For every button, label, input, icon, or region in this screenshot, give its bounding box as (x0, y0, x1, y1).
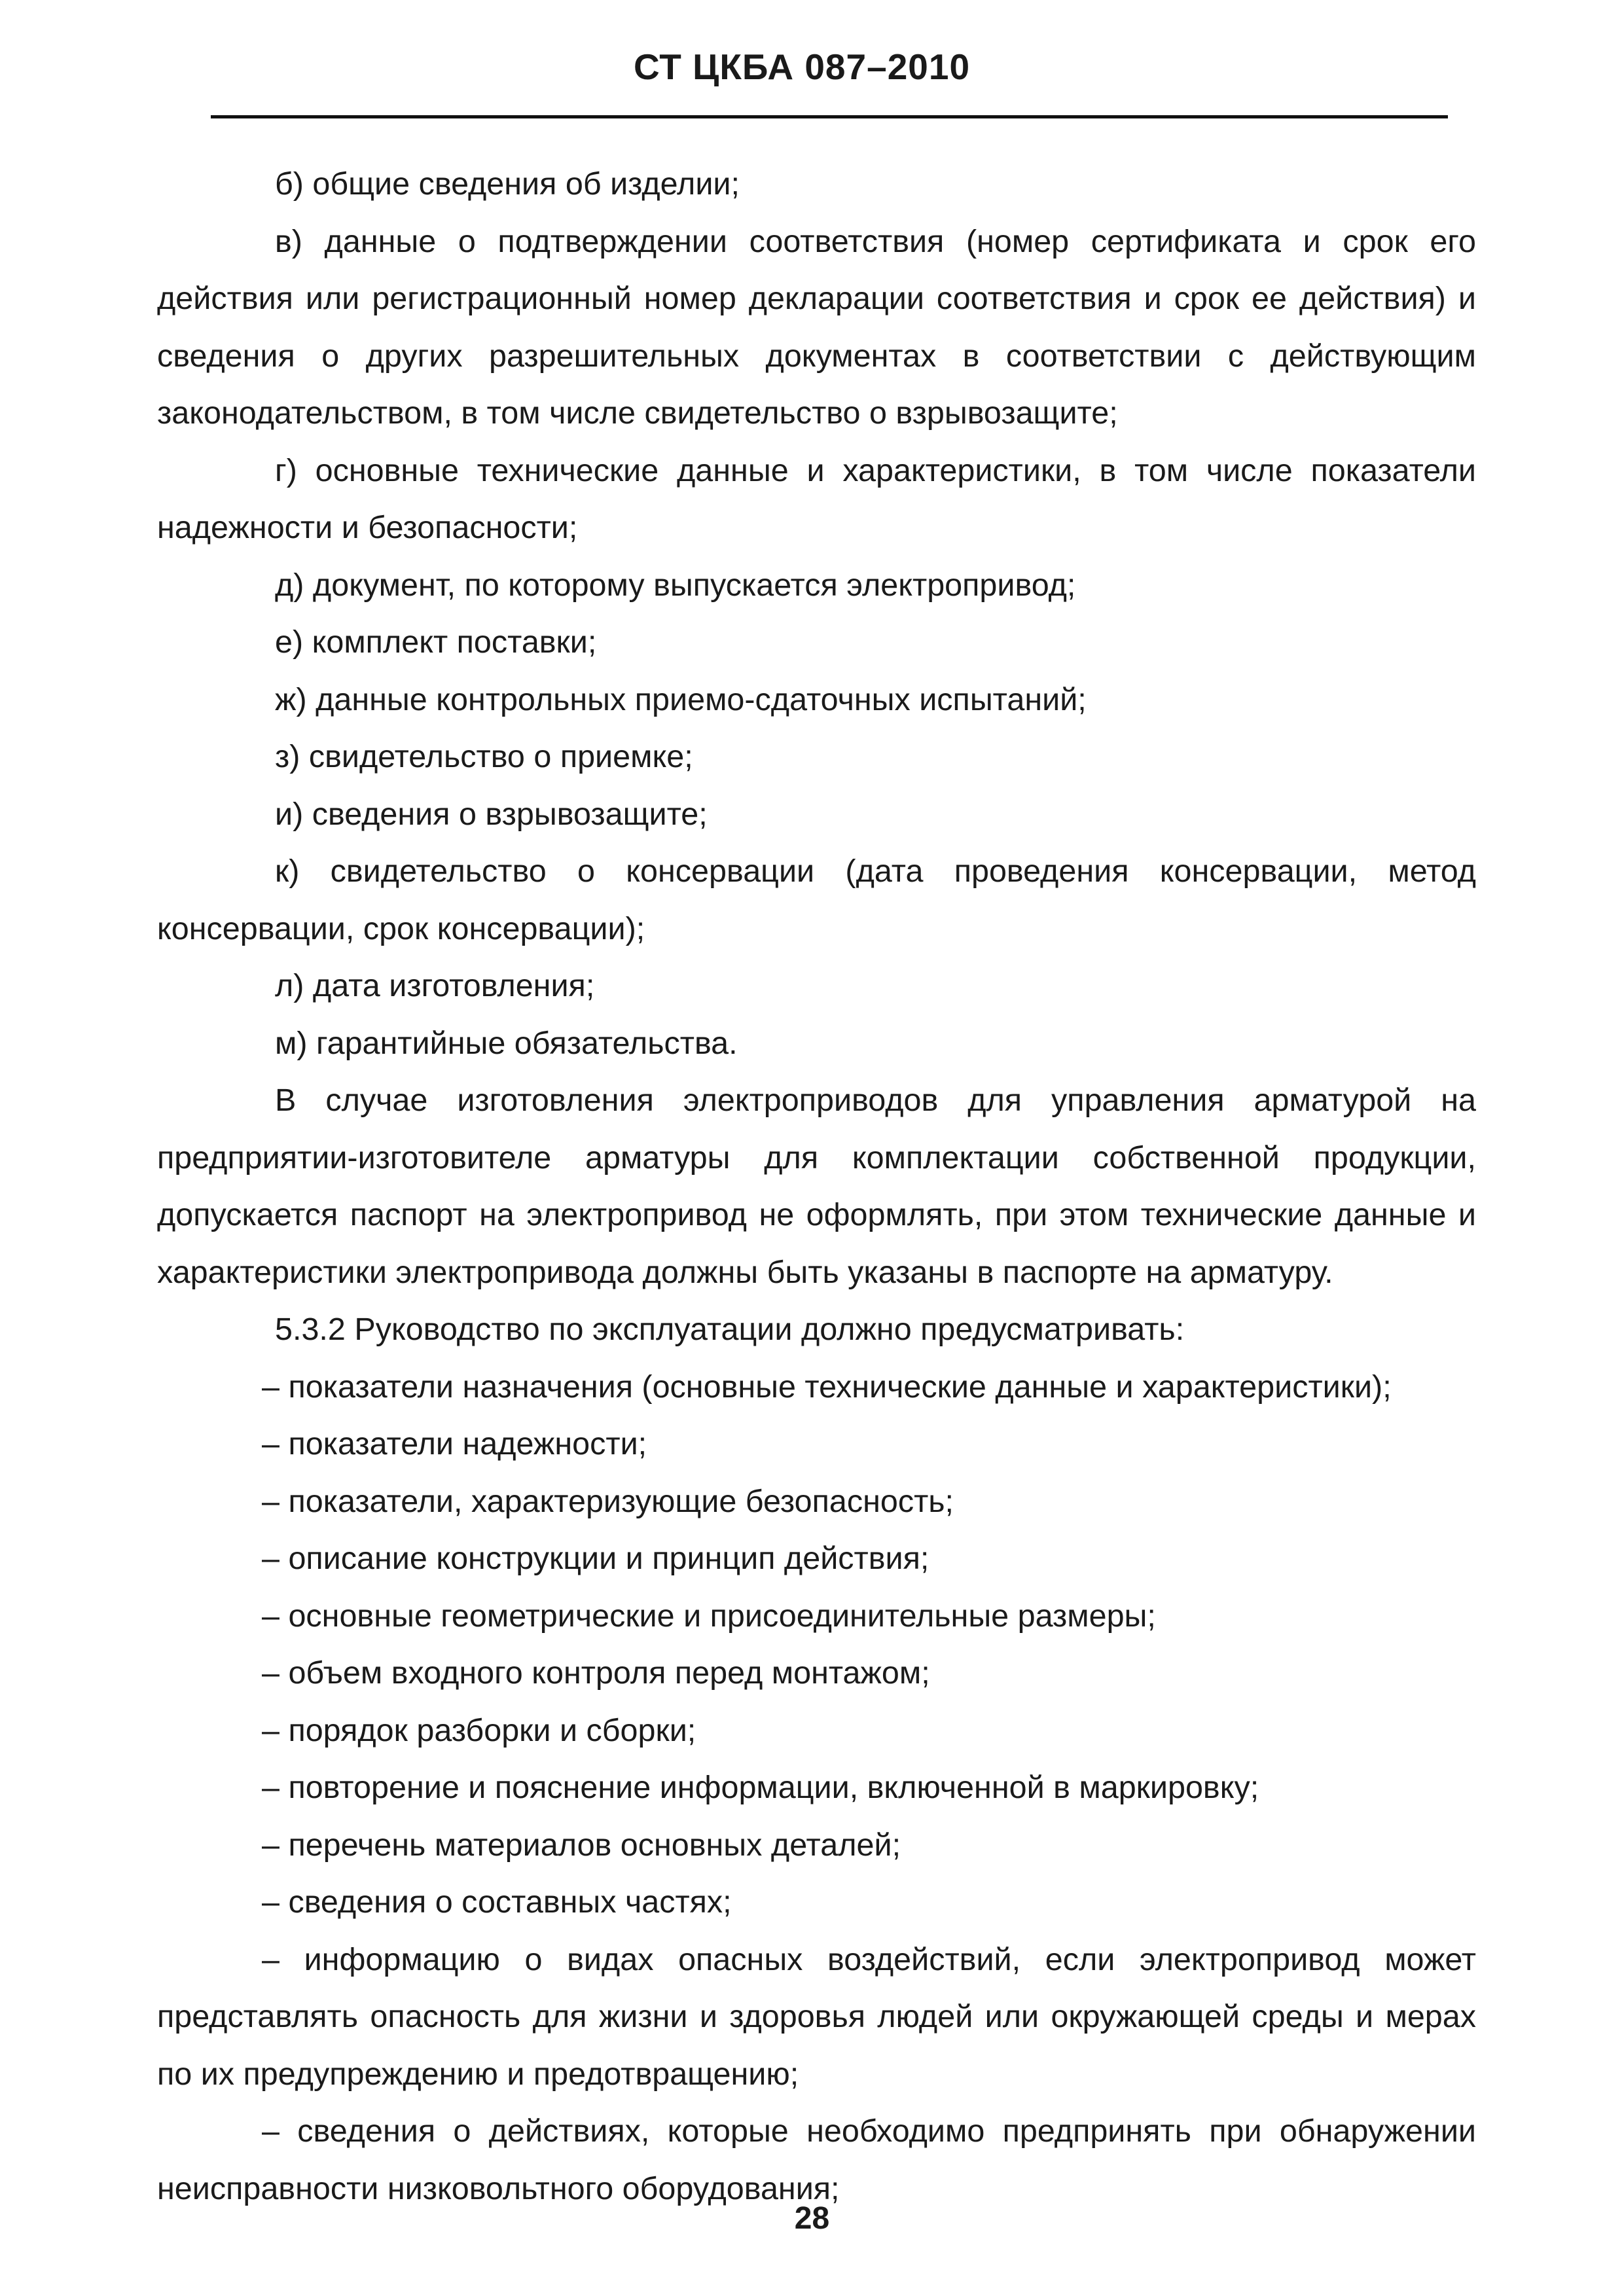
list-item-k: к) свидетельство о консервации (дата проведения консервации, метод консервации, срок консервации); (157, 853, 1476, 946)
dash-item: – объем входного контроля перед монтажом; (262, 1655, 930, 1691)
list-item-l: л) дата изготовления; (275, 968, 595, 1003)
dash-item: – порядок разборки и сборки; (262, 1712, 696, 1748)
dash-item: – сведения о составных частях; (262, 1884, 732, 1920)
dash-item: – показатели назначения (основные технические данные и характеристики); (262, 1369, 1392, 1405)
dash-item: – информацию о видах опасных воздействий, если электропривод может представлять опасность для жизни и здоровья людей или окружающей среды и мерах по их предупреждению и предотвращению; (157, 1941, 1476, 2092)
dash-item: – показатели надежности; (262, 1426, 647, 1462)
dash-item: – показатели, характеризующие безопасность; (262, 1483, 954, 1519)
dash-item: – повторение и пояснение информации, включенной в маркировку; (262, 1770, 1259, 1805)
list-item-zh: ж) данные контрольных приемо-сдаточных испытаний; (275, 681, 1087, 717)
header-divider (211, 115, 1448, 118)
list-item-z: з) свидетельство о приемке; (275, 739, 693, 774)
list-item-m: м) гарантийные обязательства. (275, 1025, 738, 1061)
document-header-title: СТ ЦКБА 087–2010 (633, 46, 971, 87)
page-number: 28 (794, 2201, 830, 2236)
list-item-g: г) основные технические данные и характеристики, в том числе показатели надежности и безопасности; (157, 452, 1476, 545)
dash-item: – сведения о действиях, которые необходимо предпринять при обнаружении неисправности низковольтного оборудования; (157, 2113, 1476, 2206)
paragraph-note: В случае изготовления электроприводов для управления арматурой на предприятии-изготовителе арматуры для комплектации собственной продукции, допускается паспорт на электропривод не оформлять, при этом технические данные и характеристики электропривода должны быть указаны в паспорте на арматуру. (157, 1083, 1476, 1290)
section-heading-5-3-2: 5.3.2 Руководство по эксплуатации должно предусматривать: (275, 1312, 1185, 1347)
list-item-e: е) комплект поставки; (275, 624, 597, 660)
list-item-i: и) сведения о взрывозащите; (275, 796, 708, 832)
dash-item: – описание конструкции и принцип действия; (262, 1541, 929, 1576)
dash-item: – перечень материалов основных деталей; (262, 1827, 901, 1863)
list-item-d: д) документ, по которому выпускается электропривод; (275, 567, 1076, 603)
dash-item: – основные геометрические и присоединительные размеры; (262, 1598, 1156, 1634)
document-body (157, 156, 1476, 2217)
list-item-v: в) данные о подтверждении соответствия (номер сертификата и срок его действия или регистрационный номер декларации соответствия и срок ее действия) и сведения о других разрешительных документах в соответствии с действующим законодательством, в том числе свидетельство о взрывозащите; (157, 223, 1476, 431)
list-item-b: б) общие сведения об изделии; (275, 166, 740, 202)
